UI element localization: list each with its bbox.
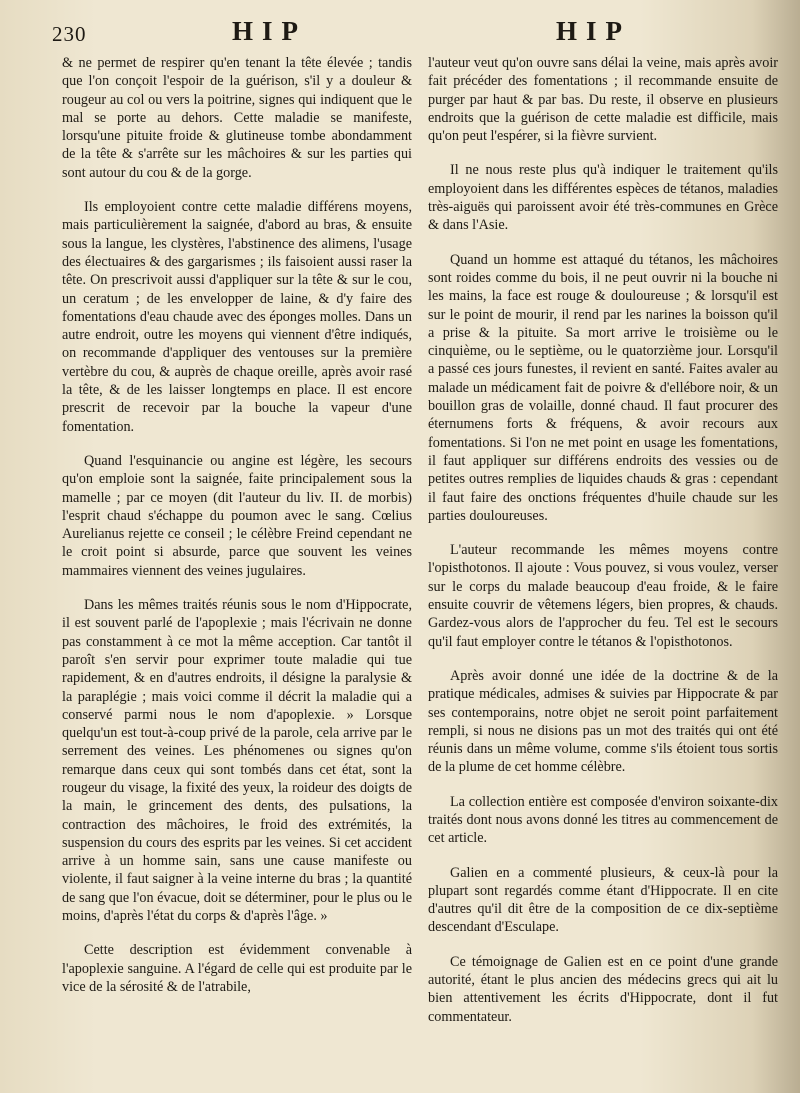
running-head-right: HIP: [556, 16, 632, 46]
paragraph-temoignage: Ce témoignage de Galien est en ce point d'une grande autorité, étant le plus ancien des médecins grecs qui ait lu bien attentivement les écrits d'Hippocrate, dont il fut commentateur.: [428, 953, 778, 1025]
paragraph-apoplexie: Dans les mêmes traités réunis sous le nom d'Hippocrate, il est souvent parlé de l'apoplexie ; mais l'écrivain ne donne pas constamment à ce mot la même acception. Car tantôt il paroît s'en servir pour exprimer toute maladie qui tue rapidement, & en d'autres endroits, il désigne la paralysie & la paraplégie ; mais voici comme il décrit la maladie qui a conservé parmi nous le nom d'apoplexie. » Lorsque quelqu'un est tout-à-coup privé de la parole, cela arrive par le serrement des veines. Les phénomenes ou signes qu'on remarque dans ceux qui sont tombés dans cet état, sont la rougeur du visage, la fixité des yeux, la roideur des doigts de la main, le grincement des dents, des pulsations, la contraction des mâchoires, le froid des extrémités, la suspension du cours des esprits par les veines. Si cet accident arrive à un homme sain, sans une cause manifeste ou violente, il faut saigner à la veine interne du bras ; la quantité de sang que l'on évacue, doit se déterminer, pour le plus ou le moins, d'après l'état du corps & d'après l'âge. »: [62, 597, 412, 925]
paragraph-opisthotonos: L'auteur recommande les mêmes moyens contre l'opisthotonos. Il ajoute : Vous pouvez, si vous voulez, verser sur le corps du malade beaucoup d'eau froide, & le faire ensuite couvrir de vêtemens légers, bien propres, & chauds. Gardez-vous alors de l'approcher du feu. Tel est le secours qu'il faut employer contre le tétanos & l'opisthotonos.: [428, 542, 778, 650]
paragraph-tetanos-symptoms: Quand un homme est attaqué du tétanos, les mâchoires sont roides comme du bois, il ne peut ouvrir ni la bouche ni les mains, la face est rouge & douloureuse ; & lorsqu'il est sur le point de mourir, il rend par les narines la boisson qu'il a prise & la pituite. Sa mort arrive le troisième ou le cinquième, ou le septième, ou le quatorzième jour. Lorsqu'il a passé ces jours funestes, il revient en santé. Faites avaler au malade un médicament fait de poivre & d'ellébore noir, & un bouillon gras de volaille, donné chaud. Il faut procurer des éternumens forts & fréquens, & avoir recours aux fomentations. Si l'on ne met point en usage les fomentations, il faut appliquer sur différens endroits des vessies ou de petites outres remplies de liquides chauds & gras : cependant il faut faire des onctions fréquentes d'huile chaude sur les parties douloureuses.: [428, 251, 778, 524]
paragraph-remedies-list: Ils employoient contre cette maladie différens moyens, mais particulièrement la saignée, d'abord au bras, & ensuite sous la langue, les clystères, l'abstinence des alimens, l'usage des électuaires & des gargarismes ; ils faisoient aussi raser la tête. On prescrivoit aussi d'appliquer sur la tête & sur le cou, un ceratum ; de les envelopper de laine, & d'y faire des fomentations d'eau chaude avec des éponges molles. Dans un autre endroit, outre les moyens qui viennent d'être indiqués, on recommande d'appliquer des ventouses sur la première vertèbre du cou, & auprès de chaque oreille, après avoir rasé la tête, & de les laisser longtemps en place. Il est encore prescrit de recevoir par la bouche la vapeur d'une fomentation.: [62, 199, 412, 435]
paragraph-tetanos-intro: Il ne nous reste plus qu'à indiquer le traitement qu'ils employoient dans les différentes espèces de tétanos, maladies très-aiguës qui paroissent avoir été très-communes en Grèce & dans l'Asie.: [428, 162, 778, 234]
left-column: [62, 54, 412, 1012]
paragraph-angine: Quand l'esquinancie ou angine est légère, les secours qu'on emploie sont la saignée, faite principalement sous la mamelle ; par ce moyen (dit l'auteur du liv. II. de morbis) l'esprit chaud s'échappe du poumon avec le sang. Cœlius Aurelianus rejette ce conseil ; le célèbre Freind cependant ne le croit point si absurde, parce que souvent les veines mammaires viennent des veines jugulaires.: [62, 452, 412, 579]
running-head-left: HIP: [232, 16, 308, 46]
paragraph-collection: La collection entière est composée d'environ soixante-dix traités dont nous avons donné les titres au commencement de cet article.: [428, 793, 778, 847]
paragraph-apoplexie-sanguine: Cette description est évidemment convenable à l'apoplexie sanguine. A l'égard de celle qui est produite par le vice de la sérosité & de l'atrabile,: [62, 942, 412, 995]
page-number: 230: [52, 22, 87, 46]
paragraph-doctrine: Après avoir donné une idée de la doctrine & de la pratique médicales, admises & suivies par Hippocrate & par ses contemporains, notre objet ne seroit point parfaitement rempli, si nous ne disions pas un mot des traités qui ont été réunis dans un même volume, comme s'ils étoient tous sortis de la plume de cet homme célèbre.: [428, 667, 778, 776]
paragraph-galien: Galien en a commenté plusieurs, & ceux-là pour la plupart sont regardés comme étant d'Hippocrate. Il en cite d'autres qu'il dit être de la composition de ce dix-septième descendant d'Esculape.: [428, 864, 778, 936]
paragraph-continuation-right: l'auteur veut qu'on ouvre sans délai la veine, mais après avoir fait précéder des fomentations ; il recommande ensuite de purger par haut & par bas. Du reste, il observe en plusieurs endroits que la guérison de cette maladie est difficile, mais qu'on peut l'espérer, si la fièvre survient.: [428, 55, 778, 145]
paragraph-continuation: & ne permet de respirer qu'en tenant la tête élevée ; tandis que l'on conçoit l'espoir de la guérison, s'il y a douleur & rougeur au col ou vers la poitrine, signes qui indiquent que le mal se porte au dehors. Cette maladie se manifeste, lorsqu'une pituite froide & glutineuse tombe abondamment de la tête & s'arrête sur les mâchoires & sur les parties qui sont autour du cou & de la gorge.: [62, 55, 412, 181]
right-column: [428, 54, 778, 1042]
running-head: [0, 16, 800, 52]
